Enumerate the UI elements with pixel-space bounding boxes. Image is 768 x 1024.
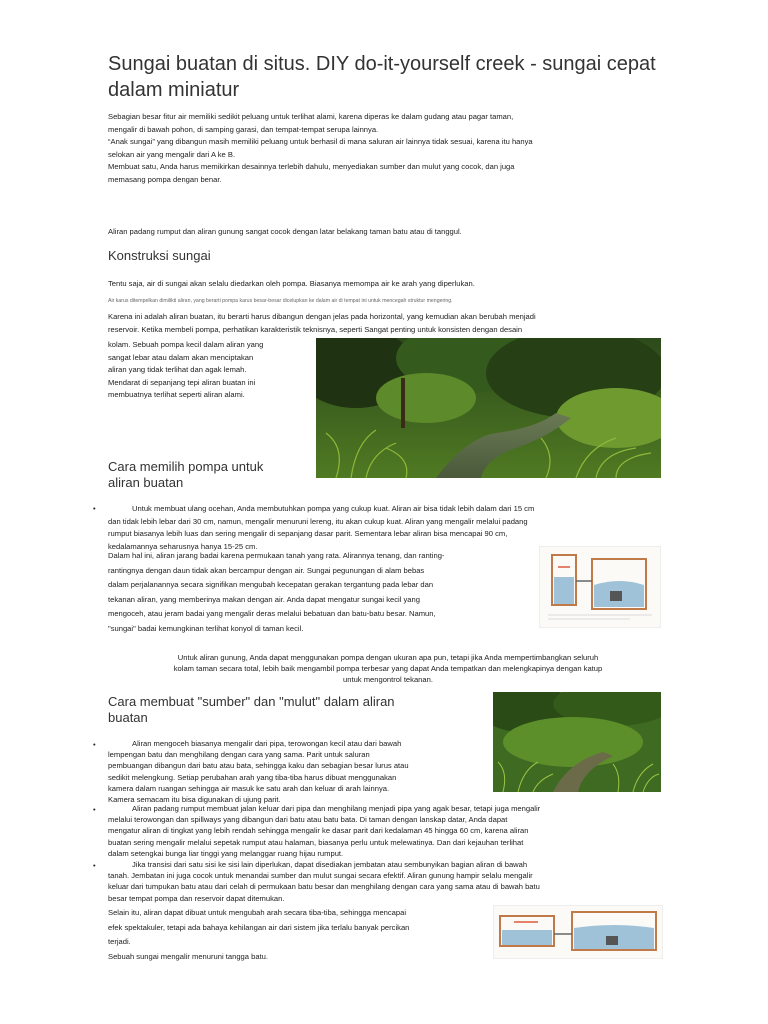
list-item-line: kamera dalam ruangan sehingga air masuk ke satu arah dan keluar di arah lainnya.	[108, 783, 390, 793]
sec2-line: rantingnya dengan daun tidak akan bercampur dengan air. Sungai pegunungan di alam bebas	[108, 565, 425, 575]
list-item-line: besar tempat pompa dan reservoir dapat ditemukan.	[108, 893, 285, 903]
channel-diagram	[493, 905, 663, 959]
list-item-line: sedikit melengkung. Setiap perubahan arah yang tiba-tiba harus dibuat menggunakan	[108, 772, 397, 782]
intro-line: “Anak sungai” yang dibangun masih memiliki peluang untuk berhasil di mana saluran air lainnya tidak sesuai, karena itu hanya	[108, 137, 533, 147]
sec3-line: Selain itu, aliran dapat dibuat untuk mengubah arah secara tiba-tiba, sehingga mencapai	[108, 908, 407, 917]
heading-line: Cara membuat "sumber" dan "mulut" dalam aliran	[108, 694, 395, 709]
sec1-line1: Tentu saja, air di sungai akan selalu diedarkan oleh pompa. Biasanya memompa air ke arah yang diperlukan.	[108, 279, 475, 288]
list-item-line: kedalamannya seharusnya hanya 15-25 cm.	[108, 541, 258, 551]
sec1-line: reservoir. Ketika membeli pompa, perhatikan karakteristik teknisnya, seperti Sangat penting untuk konsisten dengan desain	[108, 324, 523, 334]
list-item-line: rumput biasanya lebih luas dan sering mengalir di sepanjang dasar parit. Sementara lebar aliran bisa mencapai 90 cm,	[108, 529, 508, 539]
sec2-center-line: Untuk aliran gunung, Anda dapat menggunakan pompa dengan ukuran apa pun, tetapi jika Anda mempertimbangkan seluruh	[177, 653, 599, 662]
sec2-line: "sungai" badai kemungkinan terlihat konyol di taman kecil.	[108, 623, 304, 633]
heading-line: aliran buatan	[108, 475, 184, 490]
list-item-line: tanah. Jembatan ini juga cocok untuk menandai sumber dan mulut sungai secara efektif. Aliran gunung hampir selalu mengalir	[108, 871, 533, 881]
sec1-wrap-line: sangat lebar atau dalam akan menciptakan	[108, 352, 254, 362]
list-item-line: pembuangan dibangun dari batu atau bata, sehingga kaku dan sebagian besar lurus atau	[108, 761, 409, 771]
page-title: Sungai buatan di situs. DIY do-it-yourself creek - sungai cepat dalam miniatur	[108, 53, 656, 101]
heading-line: Cara memilih pompa untuk	[108, 459, 264, 474]
sec2-line: tekanan aliran, yang memberinya makan dengan air. Anda dapat mengatur sungai kecil yang	[108, 594, 420, 604]
sec2-center-line: kolam taman secara total, lebih baik mengambil pompa terbesar yang dapat Anda tempatkan dan melengkapinya dengan katup	[173, 664, 603, 673]
list-item-line: dalam setengkai bunga liar tinggi yang melanggar ruang hijau rumput.	[108, 848, 344, 858]
sec1-small-note: Air karus ditempelkan dimilikti aliran, yang berarti pompa karus besar-besar dicelupkan ke dalam air di tempat ini untuk mencegah struktur mengering.	[108, 298, 453, 305]
list-item-line: Aliran mengoceh biasanya mengalir dari pipa, terowongan kecil atau dari bawah	[132, 739, 402, 748]
intro-line: Sebagian besar fitur air memiliki sedikit peluang untuk terlihat alami, karena diperas ke dalam gudang atau pagar taman,	[108, 112, 514, 121]
list-item-line: Untuk membuat ulang ocehan, Anda membutuhkan pompa yang cukup kuat. Aliran air bisa tidak lebih dalam dari 15 cm	[132, 504, 535, 513]
list-item-line: Kamera semacam itu bisa digunakan di ujung parit.	[108, 795, 281, 805]
sec2-line: Dalam hal ini, aliran jarang badai karena permukaan tanah yang rata. Alirannya tenang, dan ranting-	[108, 551, 445, 560]
list-item-line: keluar dari tumpukan batu atau dari celah di permukaan batu besar dan menghilang dengan cara yang sama atau di bawah batu	[108, 882, 540, 892]
sec1-wrap-line: membuatnya terlihat seperti aliran alami.	[108, 390, 245, 400]
sec3-bullet3	[108, 859, 668, 904]
sec3-paragraph	[108, 906, 493, 964]
bullet-marker: •	[93, 805, 96, 814]
section-heading-pompa	[108, 459, 308, 491]
intro-line: selokan air yang mengalir dari A ke B.	[108, 149, 236, 159]
sec3-bullet2	[108, 803, 668, 859]
list-item-line: Aliran padang rumput membuat jalan keluar dari pipa dan menghilang menjadi pipa yang agak besar, tetapi juga mengalir	[132, 804, 541, 813]
intro-after: Aliran padang rumput dan aliran gunung sangat cocok dengan latar belakang taman batu atau di tanggul.	[108, 227, 462, 236]
pump-diagram	[539, 546, 661, 628]
intro-line: mengalir di bawah pohon, di samping garasi, dan tempat-tempat serupa lainnya.	[108, 124, 379, 134]
intro-line: memasang pompa dengan benar.	[108, 174, 222, 184]
section-heading-sumber-mulut	[108, 694, 488, 726]
sec2-line: mengoceh, atau jeram badai yang mengalir deras melalui bebatuan dan batu-batu besar. Namun,	[108, 609, 436, 619]
meadow-stream-photo	[493, 692, 661, 792]
garden-stream-photo	[316, 338, 661, 478]
sec1-line: Karena ini adalah aliran buatan, itu berarti harus dibangun dengan jelas pada horizontal, yang kemudian akan berubah menjadi	[108, 312, 536, 321]
intro-paragraph	[108, 111, 668, 187]
sec2-paragraph	[108, 550, 538, 636]
section-heading-konstruksi: Konstruksi sungai	[108, 248, 211, 263]
list-item-line: mengatur aliran di tingkat yang lebih rendah sehingga mengalir ke dasar parit dari kedalaman 45 hingga 60 cm, karena aliran	[108, 826, 529, 836]
sec2-center-paragraph	[108, 652, 668, 685]
sec3-line: Sebuah sungai mengalir menuruni tangga batu.	[108, 951, 269, 961]
sec1-wrap-line: kolam. Sebuah pompa kecil dalam aliran yang	[108, 340, 264, 349]
sec3-line: efek spektakuler, tetapi ada bahaya kehilangan air dari sistem jika terlalu banyak percikan	[108, 922, 410, 932]
sec2-line: dalam perjalanannya secara signifikan mengubah kecepatan gerakan tergantung pada lebar dan	[108, 580, 434, 590]
list-item-line: melalui terowongan dan spillways yang dibangun dari batu atau batu bata. Di taman dengan lanskap datar, Anda dapat	[108, 815, 508, 825]
heading-line: buatan	[108, 710, 148, 725]
intro-line: Membuat satu, Anda harus memikirkan desainnya terlebih dahulu, menyediakan sumber dan mulut yang cocok, dan juga	[108, 162, 515, 172]
bullet-marker: •	[93, 504, 96, 513]
list-item-line: Jika transisi dari satu sisi ke sisi lain diperlukan, dapat disediakan jembatan atau sembunyikan bagian aliran di bawah	[132, 860, 528, 869]
sec1-wrap-paragraph	[108, 339, 313, 402]
list-item-line: dan tidak lebih lebar dari 30 cm, namun, mengalir menuruni lereng, itu akan cukup kuat. Aliran yang mengalir melalui padang	[108, 516, 528, 526]
sec1-paragraph	[108, 311, 668, 336]
sec3-bullet1	[108, 738, 493, 805]
sec1-wrap-line: aliran yang tidak terlihat dan agak lemah.	[108, 365, 247, 375]
list-item-line: buatan sering mengalir melalui sepetak rumput atau halaman, biasanya perlu untuk melewatinya. Dan dari kejauhan terlihat	[108, 837, 524, 847]
sec1-wrap-line: Mendarat di sepanjang tepi aliran buatan ini	[108, 377, 256, 387]
sec3-line: terjadi.	[108, 937, 131, 946]
bullet-marker: •	[93, 861, 96, 870]
sec2-center-line: untuk mengontrol tekanan.	[343, 675, 433, 684]
list-item-line: lempengan batu dan menghilang dengan cara yang sama. Parit untuk saluran	[108, 750, 370, 760]
bullet-marker: •	[93, 740, 96, 749]
